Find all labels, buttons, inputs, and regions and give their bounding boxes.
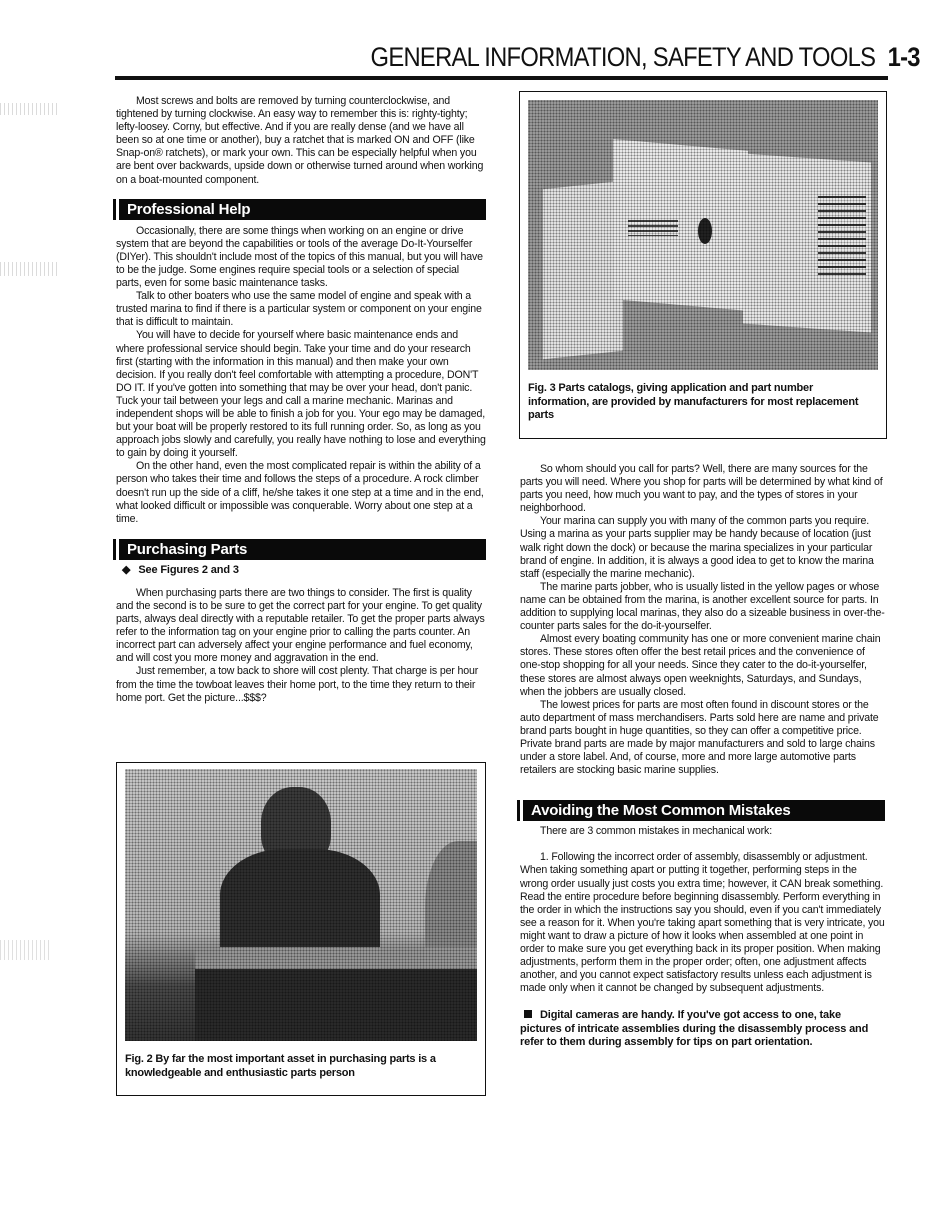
section-heading-professional-help: Professional Help: [116, 199, 486, 220]
note-text: Digital cameras are handy. If you've got access to one, take pictures of intricate assemblies during the disassembly process and refer to them during assembly for tips on part orientation.: [520, 1009, 869, 1049]
figure-3-caption: Fig. 3 Parts catalogs, giving application and part number information, are provided by manufacturers for most replacement parts: [528, 382, 859, 421]
paragraph: Just remember, a tow back to shore will cost plenty. That charge is per hour from the time the towboat leaves their home port, to the time they return to their home port. Get the picture...$$$?: [116, 665, 479, 704]
left-column: [116, 95, 486, 705]
header-rule: [115, 76, 888, 80]
page-number: 1-3: [887, 42, 920, 72]
paragraph: The lowest prices for parts are most often found in discount stores or the auto department of mass merchandisers. Parts sold here are name and private brand parts bought in huge quantities, so they can offer a competitive price. Private brand parts are made by major manufacturers and sold to large chains under a store label. And, of course, more and more large automotive parts retailers are stocking basic marine supplies.: [520, 698, 879, 777]
scan-noise: [0, 940, 50, 960]
paragraph: Occasionally, there are some things when working on an engine or drive system that are beyond the capabilities or tools of the average Do-It-Yourselfer (DIYer). This shouldn't include most of the topics of this manual, but you will have to be the judge. Some engines require special tools or a selection of special parts, even for some basic maintenance tasks.: [116, 224, 483, 290]
paragraph: On the other hand, even the most complicated repair is within the ability of a person who takes their time and follows the steps of a procedure. A rock climber doesn't run up the side of a cliff, he/she takes it one step at a time and in the end, what looked difficult or impossible was conquerable. Worry about one step at a time.: [116, 460, 484, 525]
figure-2: [116, 762, 486, 1096]
right-column: [520, 463, 885, 1050]
diamond-bullet-icon: ◆: [122, 563, 131, 576]
chapter-title: GENERAL INFORMATION, SAFETY AND TOOLS: [370, 42, 876, 72]
paragraph: Almost every boating community has one or more convenient marine chain stores. These stores often offer the best retail prices and the convenience of one-stop shopping for all your needs. Since they cater to the do-it-yourselfer, these stores are almost always open weeknights, Saturdays, and Sundays, when the jobbers are usually closed.: [520, 633, 881, 698]
figure-3: [519, 91, 887, 439]
paragraph: Your marina can supply you with many of the common parts you require. Using a marina as your parts supplier may be handy because of location (just walk right down the dock) or because the marina specializes in your particular brand of engine. In addition, it is always a good idea to get to know the marina staff (especially the marine mechanic).: [520, 515, 874, 580]
figure-3-photo: [528, 100, 878, 370]
paragraph: You will have to decide for yourself where basic maintenance ends and where professional service should begin. Take your time and do your research first (starting with the information in this manual) and then make your own decision. If you really don't feel comfortable with attempting a procedure, DON'T DO IT. If you've gotten into something that may be over your head, don't panic. Tuck your tail between your legs and call a marine mechanic. Marinas and independent shops will be able to finish a job for you. Your ego may be damaged, but your boat will be properly restored to its full running order. So, as long as you approach jobs slowly and carefully, you really have nothing to lose and everything to gain by doing it yourself.: [116, 329, 486, 460]
see-figures-text: See Figures 2 and 3: [138, 563, 239, 576]
see-figures-reference: [122, 564, 486, 577]
scan-noise: [0, 262, 60, 276]
halftone-overlay: [528, 100, 878, 370]
paragraph: Talk to other boaters who use the same model of engine and speak with a trusted marina to find if there is a particular system or component on your engine that is difficult to maintain.: [116, 290, 482, 329]
numbered-item-1: 1. Following the incorrect order of assembly, disassembly or adjustment. When taking something apart or putting it together, performing steps in the wrong order usually just costs you extra time; however, it CAN break something. Read the entire procedure before beginning disassembly. Perform everything in the order in which the instructions say you should, even if you can't immediately see a reason for it. When you're taking apart something that is very intricate, you might want to draw a picture of how it looks when assembled at one point in order to make sure you get everything back in its proper position. When making adjustments, perform them in the proper order; often, one adjustment affects another, and you cannot expect satisfactory results unless each adjustment is made only when it cannot be changed by subsequent adjustments.: [520, 851, 885, 995]
figure-2-photo: [125, 769, 477, 1041]
square-bullet-icon: [524, 1010, 532, 1018]
section-heading-purchasing-parts: Purchasing Parts: [116, 539, 486, 560]
halftone-overlay: [125, 769, 477, 1041]
paragraph: The marine parts jobber, who is usually listed in the yellow pages or whose name can be obtained from the marina, is another excellent source for parts. In addition to supplying local marinas, they also do a sizeable business in over-the-counter parts sales for the do-it-yourselfer.: [520, 580, 885, 633]
paragraph: There are 3 common mistakes in mechanical work:: [540, 825, 772, 838]
section-heading-avoiding-mistakes: Avoiding the Most Common Mistakes: [520, 800, 885, 821]
paragraph: When purchasing parts there are two things to consider. The first is quality and the second is to be sure to get the correct part for your engine. To get quality parts, always deal directly with a reputable retailer. To get the proper parts always refer to the information tag on your engine prior to calling the parts counter. An incorrect part can adversely affect your engine performance and fuel economy, and will cost you more money and aggravation in the end.: [116, 586, 485, 665]
figure-2-caption: Fig. 2 By far the most important asset in purchasing parts is a knowledgeable and enthusiastic parts person: [125, 1053, 436, 1079]
scan-noise: [0, 103, 60, 115]
page-header: [370, 42, 920, 73]
paragraph: So whom should you call for parts? Well, there are many sources for the parts you will need. Where you shop for parts will be determined by what kind of parts you need, how much you want to pay, and the types of stores in your neighborhood.: [520, 463, 883, 515]
intro-paragraph: Most screws and bolts are removed by turning counterclockwise, and tightened by turning clockwise. An easy way to remember this is: righty-tighty; lefty-loosey. Corny, but effective. And if you are really dense (and we have all been so at one time or another), buy a ratchet that is marked ON and OFF (like Snap-on® ratchets), or mark your own. This can be especially helpful when you are bent over backwards, upside down or otherwise turned around when working on a boat-mounted component.: [116, 95, 484, 186]
note-box: [520, 1009, 885, 1050]
